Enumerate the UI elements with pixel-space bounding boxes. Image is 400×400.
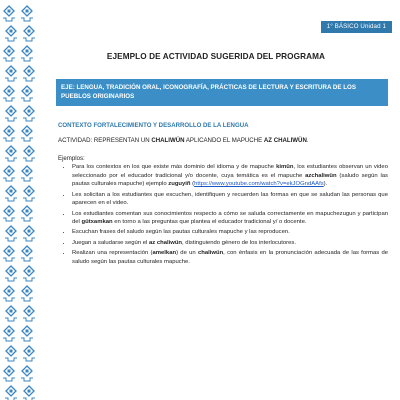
list-item: • Les solicitan a los estudiantes que escuchen, identifiquen y recuerden las formas en que se saludan las personas que aparecen en el video. [72,191,388,208]
axis-line-2: PUEBLOS ORIGINARIOS [61,93,135,100]
pattern-motif [5,66,17,81]
pattern-motif [3,286,15,301]
pattern-motif [21,366,33,381]
pattern-motif [5,346,17,361]
axis-banner [56,79,388,106]
examples-label: Ejemplos: [58,155,85,162]
page-title: EJEMPLO DE ACTIVIDAD SUGERIDA DEL PROGRAMA [106,52,326,61]
pattern-motif [5,226,17,241]
pattern-motif [23,186,35,201]
pattern-motif [21,246,33,261]
video-link[interactable]: https://www.youtube.com/watch?v=ekJOGndAAfs [194,181,324,188]
pattern-motif [3,86,15,101]
pattern-motif [5,266,17,281]
axis-line-1: EJE: LENGUA, TRADICIÓN ORAL, ICONOGRAFÍA, PRÁCTICAS DE LECTURA Y ESCRITURA DE LOS [61,84,356,91]
pattern-motif [3,166,15,181]
pattern-motif [23,146,35,161]
pattern-motif [23,306,35,321]
list-item: • Realizan una representación (amelkan) de un chaliwün, con énfasis en la pronunciación adecuada de las formas de saludo según las pautas culturales mapuche. [72,249,388,266]
pattern-motif [23,346,35,361]
pattern-motif [5,306,17,321]
pattern-motif [3,206,15,221]
examples-list [58,163,388,268]
grade-unit-badge: 1° BÁSICO Unidad 1 [321,21,392,33]
pattern-motif [23,106,35,121]
activity-statement: ACTIVIDAD: REPRESENTAN UN CHALIWÜN APLICANDO EL MAPUCHE AZ CHALIWÜN. [58,137,309,144]
pattern-motif [21,326,33,341]
pattern-motif [21,286,33,301]
pattern-motif [3,46,15,61]
pattern-motif [21,6,33,21]
pattern-motif [3,126,15,141]
pattern-motif [23,26,35,41]
pattern-motif [21,46,33,61]
pattern-motif [21,206,33,221]
list-item: • Los estudiantes comentan sus conocimientos respecto a cómo se saluda correctamente en mapuchezugun y participan del gütxamkan en torno a las preguntas que plantea el educador tradicional y/ o docente. [72,210,388,227]
pattern-motif [21,126,33,141]
pattern-motif [5,386,17,400]
pattern-motif [23,66,35,81]
pattern-motif [21,86,33,101]
list-item: • Para los contextos en los que existe más dominio del idioma y de mapuche kimün, los estudiantes observan un video seleccionado por el educador tradicional y/o docente, cuya temática es el mapuche azchaliwün (saludo según las pautas culturales mapuche) ejemplo zuguyiñ (https://www.youtube.com/watch?v=ekJOGndAAfs). [72,163,388,189]
list-item: • Escuchan frases del saludo según las pautas culturales mapuche y las reproducen. [72,228,388,237]
pattern-motif [5,106,17,121]
pattern-motif [23,386,35,400]
pattern-motif [5,146,17,161]
pattern-motif [3,246,15,261]
pattern-motif [5,186,17,201]
pattern-motif [3,326,15,341]
pattern-motif [5,26,17,41]
pattern-motif [23,226,35,241]
pattern-motif [3,366,15,381]
pattern-motif [21,166,33,181]
mapuche-pattern-border [0,0,38,400]
list-item: • Juegan a saludarse según el az chaliwün, distinguiendo género de los interlocutores. [72,239,388,248]
pattern-motif [23,266,35,281]
pattern-motif [3,6,15,21]
section-title: CONTEXTO FORTALECIMIENTO Y DESARROLLO DE LA LENGUA [58,122,249,129]
